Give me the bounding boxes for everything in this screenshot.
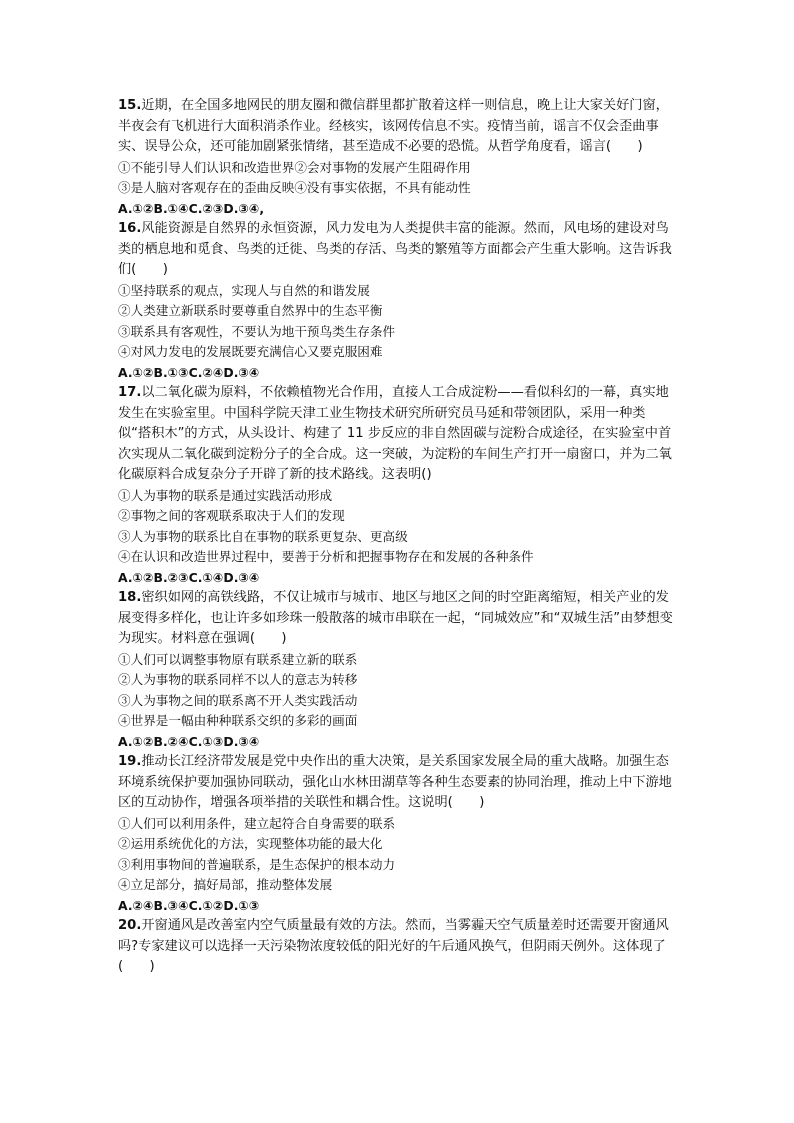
question-stem [118, 219, 678, 281]
question-number: 19. [118, 754, 142, 769]
answer-choices: A.②④B.③④C.①②D.①③ [118, 897, 260, 913]
option-line: ①人们可以利用条件，建立起符合自身需要的联系 [118, 815, 396, 831]
question-stem [118, 752, 678, 814]
question-text: 风能资源是自然界的永恒资源，风力发电为人类提供丰富的能源。然而，风电场的建设对鸟类的栖息地和觅食、鸟类的迁徙、鸟类的存活、鸟类的繁殖等方面都会产生重大影响。这告诉我们( ) [118, 221, 672, 277]
question-17 [118, 383, 678, 588]
question-15 [118, 96, 678, 219]
option-line: ③联系具有客观性，不要认为地干预鸟类生存条件 [118, 323, 396, 339]
option-line: ③利用事物间的普遍联系，是生态保护的根本动力 [118, 856, 396, 872]
exam-page [118, 96, 678, 978]
option-line: ④立足部分，搞好局部，推动整体发展 [118, 877, 333, 892]
question-text: 近期，在全国多地网民的朋友圈和微信群里都扩散着这样一则信息，晚上让大家关好门窗，半夜会有飞机进行大面积消杀作业。经核实，该网传信息不实。疫情当前，谣言不仅会歪曲事实、误导公众，还可能加剧紧张情绪，甚至造成不必要的恐慌。从哲学角度看，谣言( ) [118, 98, 669, 154]
answer-choices: A.①②B.②④C.①③D.③④ [118, 733, 260, 749]
answer-choices: A.①②B.①④C.②③D.③④, [118, 200, 265, 216]
option-line: ②人为事物的联系同样不以人的意志为转移 [118, 672, 358, 687]
question-text: 推动长江经济带发展是党中央作出的重大决策，是关系国家发展全局的重大战略。加强生态环境系统保护要加强协同联动，强化山水林田湖草等各种生态要素的协同治理，推动上中下游地区的互动协作，增强各项举措的关联性和耦合性。这说明( ) [118, 754, 672, 810]
question-text: 以二氧化碳为原料，不依赖植物光合作用，直接人工合成淀粉——看似科幻的一幕，真实地发生在实验室里。中国科学院天津工业生物技术研究所研究员马延和带领团队，采用一种类似“搭积木”的方式，从头设计、构建了 11 步反应的非自然固碳与淀粉合成途径，在实验室中首次实现从二氧化碳到淀粉分子的全合成。这一突破，为淀粉的车间生产打开一扇窗口，并为二氧化碳原料合成复杂分子开辟了新的技术路线。这表明() [118, 385, 672, 482]
question-number: 17. [118, 385, 142, 400]
option-line: ②事物之间的客观联系取决于人们的发现 [118, 508, 345, 523]
option-line: ②运用系统优化的方法，实现整体功能的最大化 [118, 836, 383, 851]
question-18 [118, 588, 678, 752]
question-stem [118, 588, 678, 650]
question-number: 18. [118, 590, 142, 605]
option-line: ①坚持联系的观点，实现人与自然的和谐发展 [118, 282, 370, 298]
question-20 [118, 916, 678, 978]
question-number: 15. [118, 98, 142, 113]
answer-choices: A.①②B.①③C.②④D.③④ [118, 364, 260, 380]
option-line: ②人类建立新联系时要尊重自然界中的生态平衡 [118, 303, 383, 318]
option-line: ①人为事物的联系是通过实践活动形成 [118, 487, 333, 503]
question-number: 16. [118, 221, 142, 236]
option-line: ④对风力发电的发展既要充满信心又要克服困难 [118, 344, 383, 359]
option-line: ①不能引导人们认识和改造世界②会对事物的发展产生阻碍作用 [118, 159, 471, 175]
question-text: 密织如网的高铁线路，不仅让城市与城市、地区与地区之间的时空距离缩短，相关产业的发展变得多样化，也让许多如珍珠一般散落的城市串联在一起，“同城效应”和“双城生活”由梦想变为现实。材料意在强调( ) [118, 590, 673, 646]
question-16 [118, 219, 678, 383]
option-line: ③人为事物之间的联系离不开人类实践活动 [118, 692, 358, 708]
question-19 [118, 752, 678, 916]
answer-choices: A.①②B.②③C.①④D.③④ [118, 569, 260, 585]
question-stem [118, 96, 678, 158]
option-line: ①人们可以调整事物原有联系建立新的联系 [118, 651, 358, 667]
question-stem [118, 383, 678, 486]
question-text: 开窗通风是改善室内空气质量最有效的方法。然而，当雾霾天空气质量差时还需要开窗通风吗?专家建议可以选择一天污染物浓度较低的阳光好的午后通风换气，但阴雨天例外。这体现了( ) [118, 918, 669, 974]
option-line: ③人为事物的联系比自在事物的联系更复杂、更高级 [118, 528, 408, 544]
option-line: ③是人脑对客观存在的歪曲反映④没有事实依据，不具有能动性 [118, 180, 471, 195]
option-line: ④世界是一幅由种种联系交织的多彩的画面 [118, 713, 358, 728]
question-stem [118, 916, 678, 978]
option-line: ④在认识和改造世界过程中，要善于分析和把握事物存在和发展的各种条件 [118, 549, 534, 564]
question-number: 20. [118, 918, 142, 933]
